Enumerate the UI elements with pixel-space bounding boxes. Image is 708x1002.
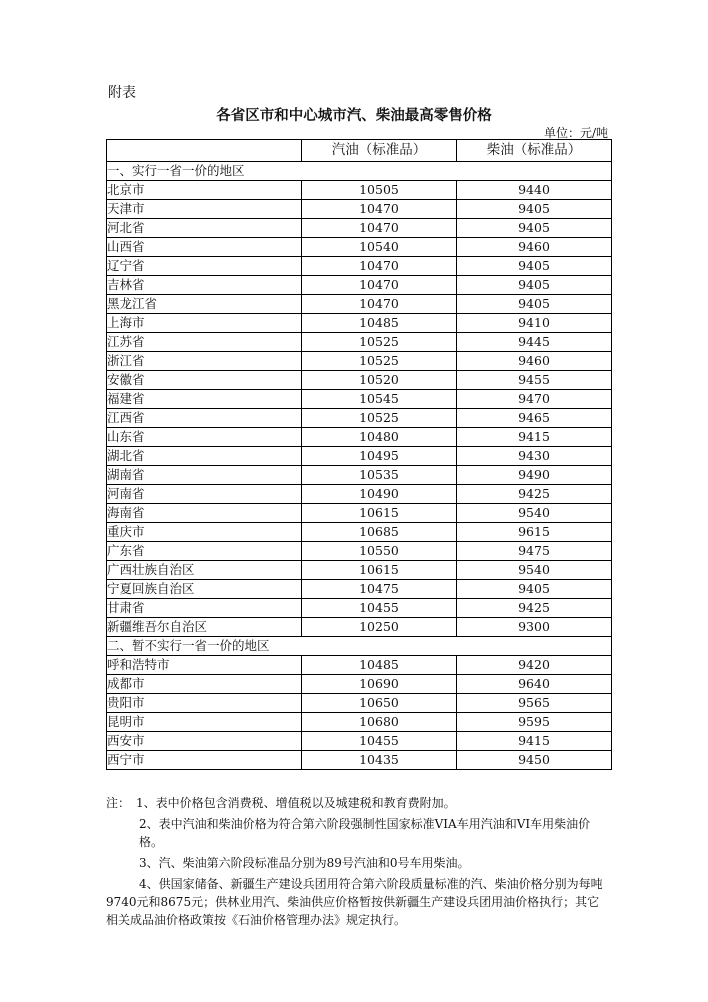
region-name-cell: 贵阳市 <box>107 694 302 713</box>
diesel-price-cell: 9405 <box>457 219 612 238</box>
diesel-price-cell: 9540 <box>457 504 612 523</box>
region-name-cell: 山东省 <box>107 428 302 447</box>
gasoline-price-cell: 10650 <box>302 694 457 713</box>
gasoline-price-cell: 10615 <box>302 561 457 580</box>
price-table <box>106 139 612 770</box>
diesel-price-cell: 9490 <box>457 466 612 485</box>
gasoline-price-cell: 10470 <box>302 257 457 276</box>
gasoline-price-cell: 10470 <box>302 219 457 238</box>
table-row <box>107 447 612 466</box>
region-name-cell: 江西省 <box>107 409 302 428</box>
gasoline-price-cell: 10495 <box>302 447 457 466</box>
diesel-price-cell: 9470 <box>457 390 612 409</box>
diesel-price-cell: 9415 <box>457 732 612 751</box>
diesel-price-cell: 9460 <box>457 352 612 371</box>
region-name-cell: 宁夏回族自治区 <box>107 580 302 599</box>
region-name-cell: 北京市 <box>107 181 302 200</box>
table-row <box>107 751 612 770</box>
region-name-cell: 福建省 <box>107 390 302 409</box>
gasoline-price-cell: 10435 <box>302 751 457 770</box>
diesel-price-cell: 9405 <box>457 200 612 219</box>
table-row <box>107 618 612 637</box>
section-label: 一、实行一省一价的地区 <box>107 162 612 181</box>
table-row <box>107 694 612 713</box>
table-row <box>107 561 612 580</box>
region-name-cell: 山西省 <box>107 238 302 257</box>
note-4: 4、供国家储备、新疆生产建设兵团用符合第六阶段质量标准的汽、柴油价格分别为每吨9740元和8675元；供林业用汽、柴油供应价格暂按供新疆生产建设兵团用油价格执行；其它相关成品油价格政策按《石油价格管理办法》规定执行。 <box>106 877 603 927</box>
diesel-price-cell: 9425 <box>457 485 612 504</box>
table-row <box>107 675 612 694</box>
gasoline-price-cell: 10490 <box>302 485 457 504</box>
gasoline-price-cell: 10485 <box>302 656 457 675</box>
region-name-cell: 甘肃省 <box>107 599 302 618</box>
table-row <box>107 238 612 257</box>
table-row <box>107 580 612 599</box>
table-row <box>107 504 612 523</box>
gasoline-price-cell: 10455 <box>302 599 457 618</box>
table-row <box>107 428 612 447</box>
table-row <box>107 276 612 295</box>
page-title: 各省区市和中心城市汽、柴油最高零售价格 <box>216 108 492 124</box>
note-1: 注： 1、表中价格包含消费税、增值税以及城建税和教育费附加。 <box>106 796 456 810</box>
diesel-price-cell: 9455 <box>457 371 612 390</box>
region-name-cell: 黑龙江省 <box>107 295 302 314</box>
region-name-cell: 上海市 <box>107 314 302 333</box>
region-name-cell: 广西壮族自治区 <box>107 561 302 580</box>
diesel-price-cell: 9465 <box>457 409 612 428</box>
region-name-cell: 吉林省 <box>107 276 302 295</box>
diesel-price-cell: 9640 <box>457 675 612 694</box>
region-name-cell: 天津市 <box>107 200 302 219</box>
diesel-price-cell: 9460 <box>457 238 612 257</box>
diesel-price-cell: 9405 <box>457 580 612 599</box>
region-name-cell: 昆明市 <box>107 713 302 732</box>
diesel-price-cell: 9410 <box>457 314 612 333</box>
diesel-price-cell: 9475 <box>457 542 612 561</box>
table-row <box>107 295 612 314</box>
region-name-cell: 湖北省 <box>107 447 302 466</box>
region-name-cell: 海南省 <box>107 504 302 523</box>
region-name-cell: 河北省 <box>107 219 302 238</box>
gasoline-price-cell: 10680 <box>302 713 457 732</box>
table-row <box>107 333 612 352</box>
gasoline-price-cell: 10475 <box>302 580 457 599</box>
diesel-price-cell: 9440 <box>457 181 612 200</box>
gasoline-price-cell: 10455 <box>302 732 457 751</box>
diesel-price-cell: 9405 <box>457 257 612 276</box>
region-name-cell: 新疆维吾尔自治区 <box>107 618 302 637</box>
table-row <box>107 371 612 390</box>
diesel-price-cell: 9445 <box>457 333 612 352</box>
header-cell-diesel: 柴油（标准品） <box>457 140 612 162</box>
gasoline-price-cell: 10525 <box>302 333 457 352</box>
gasoline-price-cell: 10250 <box>302 618 457 637</box>
gasoline-price-cell: 10690 <box>302 675 457 694</box>
gasoline-price-cell: 10540 <box>302 238 457 257</box>
table-row <box>107 257 612 276</box>
table-header-row <box>107 140 612 162</box>
diesel-price-cell: 9420 <box>457 656 612 675</box>
gasoline-price-cell: 10470 <box>302 276 457 295</box>
gasoline-price-cell: 10525 <box>302 409 457 428</box>
gasoline-price-cell: 10505 <box>302 181 457 200</box>
diesel-price-cell: 9595 <box>457 713 612 732</box>
diesel-price-cell: 9405 <box>457 276 612 295</box>
gasoline-price-cell: 10535 <box>302 466 457 485</box>
region-name-cell: 西宁市 <box>107 751 302 770</box>
region-name-cell: 浙江省 <box>107 352 302 371</box>
section-row <box>107 162 612 181</box>
table-row <box>107 523 612 542</box>
gasoline-price-cell: 10545 <box>302 390 457 409</box>
diesel-price-cell: 9615 <box>457 523 612 542</box>
header-cell-region <box>107 140 302 162</box>
gasoline-price-cell: 10615 <box>302 504 457 523</box>
region-name-cell: 广东省 <box>107 542 302 561</box>
region-name-cell: 辽宁省 <box>107 257 302 276</box>
notes-block <box>106 794 611 932</box>
gasoline-price-cell: 10470 <box>302 200 457 219</box>
attachment-label: 附表 <box>108 85 136 101</box>
header-cell-gasoline: 汽油（标准品） <box>302 140 457 162</box>
diesel-price-cell: 9405 <box>457 295 612 314</box>
region-name-cell: 安徽省 <box>107 371 302 390</box>
table-row <box>107 352 612 371</box>
region-name-cell: 湖南省 <box>107 466 302 485</box>
table-row <box>107 200 612 219</box>
region-name-cell: 成都市 <box>107 675 302 694</box>
gasoline-price-cell: 10550 <box>302 542 457 561</box>
diesel-price-cell: 9565 <box>457 694 612 713</box>
region-name-cell: 呼和浩特市 <box>107 656 302 675</box>
table-row <box>107 409 612 428</box>
table-row <box>107 656 612 675</box>
section-label: 二、暂不实行一省一价的地区 <box>107 637 612 656</box>
table-row <box>107 181 612 200</box>
gasoline-price-cell: 10520 <box>302 371 457 390</box>
section-row <box>107 637 612 656</box>
price-table-body <box>107 140 612 770</box>
table-row <box>107 599 612 618</box>
table-row <box>107 732 612 751</box>
diesel-price-cell: 9430 <box>457 447 612 466</box>
region-name-cell: 重庆市 <box>107 523 302 542</box>
table-row <box>107 542 612 561</box>
diesel-price-cell: 9415 <box>457 428 612 447</box>
table-row <box>107 485 612 504</box>
table-row <box>107 390 612 409</box>
gasoline-price-cell: 10480 <box>302 428 457 447</box>
gasoline-price-cell: 10485 <box>302 314 457 333</box>
gasoline-price-cell: 10525 <box>302 352 457 371</box>
table-row <box>107 314 612 333</box>
table-row <box>107 219 612 238</box>
gasoline-price-cell: 10470 <box>302 295 457 314</box>
diesel-price-cell: 9450 <box>457 751 612 770</box>
gasoline-price-cell: 10685 <box>302 523 457 542</box>
table-row <box>107 466 612 485</box>
diesel-price-cell: 9425 <box>457 599 612 618</box>
diesel-price-cell: 9540 <box>457 561 612 580</box>
note-3: 3、汽、柴油第六阶段标准品分别为89号汽油和0号车用柴油。 <box>139 856 470 870</box>
note-2: 2、表中汽油和柴油价格为符合第六阶段强制性国家标准VIA车用汽油和VI车用柴油价格。 <box>139 817 591 849</box>
unit-label: 单位：元/吨 <box>543 126 608 140</box>
region-name-cell: 江苏省 <box>107 333 302 352</box>
region-name-cell: 西安市 <box>107 732 302 751</box>
diesel-price-cell: 9300 <box>457 618 612 637</box>
region-name-cell: 河南省 <box>107 485 302 504</box>
table-row <box>107 713 612 732</box>
